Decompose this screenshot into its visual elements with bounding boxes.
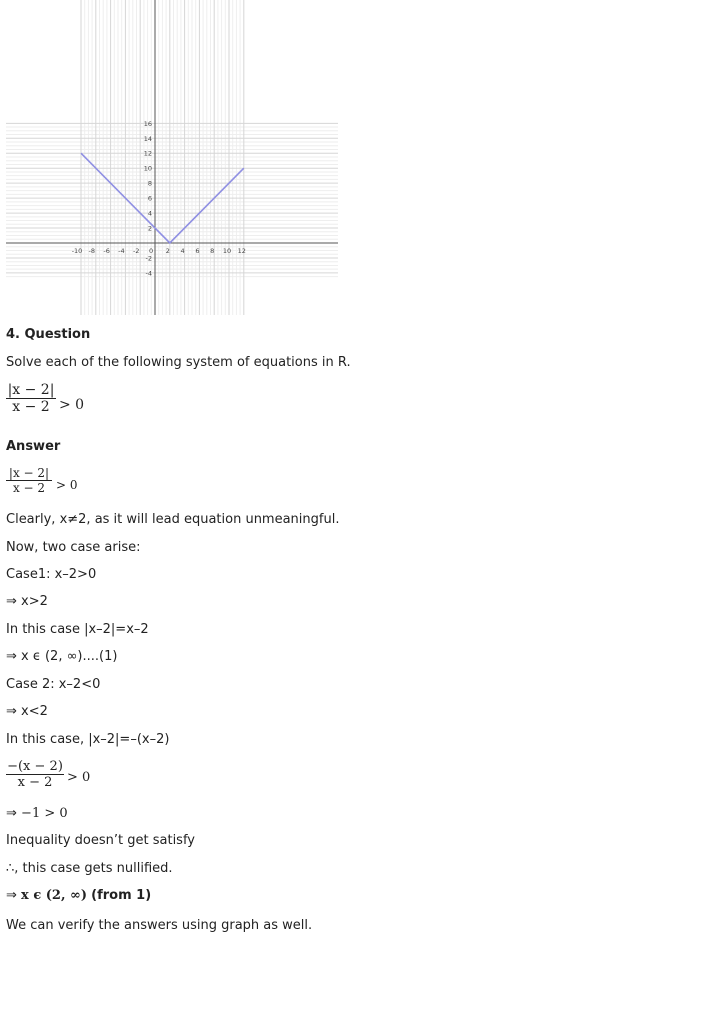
- question-heading: 4. Question: [6, 327, 91, 342]
- grid-minor: [6, 0, 338, 315]
- y-tick-label: 12: [143, 149, 152, 158]
- final-answer-line: [6, 888, 151, 904]
- final-interval: x ϵ (2, ∞): [21, 888, 87, 903]
- y-tick-label: 10: [143, 164, 152, 173]
- case1-heading: Case1: x–2>0: [6, 567, 97, 582]
- fraction-rhs: > 0: [59, 397, 85, 413]
- question-prompt: Solve each of the following system of equations in R.: [6, 355, 351, 370]
- case2-heading: Case 2: x–2<0: [6, 677, 101, 692]
- fraction-denominator: x − 2: [12, 399, 50, 415]
- fraction-denominator: x − 2: [12, 481, 46, 495]
- x-tick-label: 2: [165, 247, 170, 255]
- fraction-numerator: |x − 2|: [7, 382, 55, 398]
- y-tick-label: 14: [143, 134, 152, 143]
- x-tick-label: -2: [132, 247, 140, 255]
- x-tick-label: -10: [71, 247, 83, 255]
- case2-fraction: [6, 759, 91, 790]
- verify-line: We can verify the answers using graph as well.: [6, 918, 313, 933]
- fraction-rhs: > 0: [56, 478, 78, 492]
- y-tick-label: 16: [143, 119, 152, 128]
- case2-note: In this case, |x–2|=–(x–2): [6, 732, 170, 747]
- answer-line-clearly: Clearly, x≠2, as it will lead equation unmeaningful.: [6, 512, 340, 527]
- case1-result: ⇒ x>2: [6, 594, 48, 609]
- x-tick-label: -6: [103, 247, 110, 255]
- x-tick-label: 8: [210, 247, 215, 255]
- y-tick-label: 6: [147, 194, 152, 203]
- nullified-line: ∴, this case gets nullified.: [6, 861, 173, 876]
- implies-expression: −1 > 0: [21, 806, 68, 821]
- y-tick-label: -4: [145, 269, 152, 278]
- x-tick-label: 0: [149, 247, 154, 255]
- fraction-numerator: −(x − 2): [7, 759, 63, 774]
- fraction-rhs: > 0: [67, 770, 91, 785]
- no-satisfy-line: Inequality doesn’t get satisfy: [6, 833, 195, 848]
- x-tick-label: 4: [180, 247, 185, 255]
- fraction-numerator: |x − 2|: [8, 466, 50, 480]
- answer-heading: Answer: [6, 439, 61, 454]
- question-fraction: [6, 382, 85, 415]
- implies-line: [6, 806, 68, 822]
- y-tick-label: 4: [147, 209, 152, 218]
- answer-line-cases: Now, two case arise:: [6, 540, 141, 555]
- x-tick-label: 6: [195, 247, 200, 255]
- x-tick-label: 12: [237, 247, 246, 255]
- x-tick-label: -4: [118, 247, 125, 255]
- implies-arrow: ⇒: [6, 806, 17, 821]
- final-note: (from 1): [91, 888, 152, 903]
- x-tick-label: 10: [222, 247, 232, 255]
- y-tick-label: 8: [147, 179, 152, 188]
- case1-note: In this case |x–2|=x–2: [6, 622, 149, 637]
- grid-major: [6, 0, 338, 315]
- answer-fraction: [6, 466, 78, 495]
- y-tick-label: 2: [147, 224, 152, 233]
- function-graph: [0, 0, 345, 318]
- case2-result: ⇒ x<2: [6, 704, 48, 719]
- fraction-denominator: x − 2: [17, 775, 53, 790]
- case1-interval: ⇒ x ϵ (2, ∞)....(1): [6, 649, 118, 664]
- final-arrow: ⇒: [6, 888, 17, 903]
- x-tick-label: -8: [88, 247, 96, 255]
- y-tick-label: -2: [145, 254, 152, 263]
